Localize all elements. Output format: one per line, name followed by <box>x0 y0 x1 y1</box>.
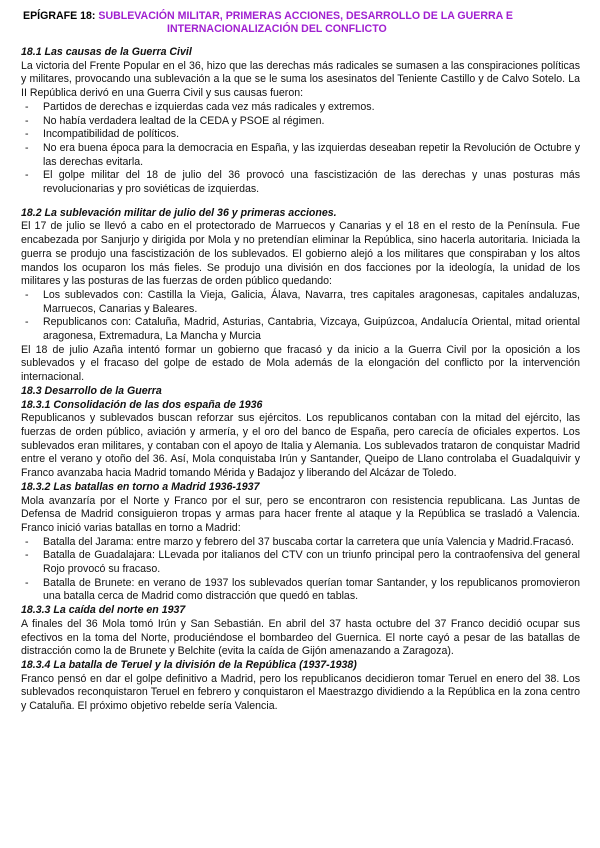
list-item: - El golpe militar del 18 de julio del 36 provocó una fascistización de las derechas y unas posturas más revolucionarias y pro soviéticas de izquierdas. <box>21 169 580 196</box>
section-18-3-1-heading: 18.3.1 Consolidación de las dos españa de 1936 <box>21 398 263 411</box>
section-18-2-heading: 18.2 La sublevación militar de julio del 36 y primeras acciones. <box>21 206 337 219</box>
section-18-2-factions-list <box>21 289 580 344</box>
section-18-3-2-text: Mola avanzaría por el Norte y Franco por el sur, pero se encontraron con resistencia republicana. Las Juntas de Defensa de Madrid consiguieron tropas y armas para hacer frente al ataque y la República se trasladó a Valencia. Franco inició varias batallas en torno a Madrid: <box>21 494 580 534</box>
section-18-3-3-heading: 18.3.3 La caída del norte en 1937 <box>21 604 186 617</box>
section-18-1-intro: La victoria del Frente Popular en el 36, hizo que las derechas más radicales se sumasen a las conspiraciones políticas y militares, provocando una sublevación a la que se le suma los asesinatos del Teniente Castillo y de Calvo Sotelo. La II República derivó en una Guerra Civil y sus causas fueron: <box>21 59 580 100</box>
list-item: - Batalla de Brunete: en verano de 1937 los sublevados querían tomar Santander, y los republicanos promovieron una batalla cerca de Madrid como distracción que quedó en tablas. <box>21 577 580 604</box>
section-18-1-heading: 18.1 Las causas de la Guerra Civil <box>21 46 192 58</box>
section-18-3-2-heading: 18.3.2 Las batallas en torno a Madrid 1936-1937 <box>21 480 260 493</box>
list-item: - Batalla del Jarama: entre marzo y febrero del 37 buscaba cortar la carretera que unía Valencia y Madrid.Fracasó. <box>21 536 580 550</box>
section-18-3-4-heading: 18.3.4 La batalla de Teruel y la división de la República (1937-1938) <box>21 658 357 671</box>
section-18-1-causes-list <box>21 101 580 197</box>
epigraph-title-part-2: INTERNACIONALIZACIÓN DEL CONFLICTO <box>167 23 387 35</box>
list-item: - No era buena época para la democracia en España, y las izquierdas deseaban repetir la Revolución de Octubre y las derechas evitarla. <box>21 142 580 169</box>
list-item: - Partidos de derechas e izquierdas cada vez más radicales y extremos. <box>21 101 580 115</box>
list-item: - Incompatibilidad de políticos. <box>21 128 580 142</box>
section-18-2-intro: El 17 de julio se llevó a cabo en el protectorado de Marruecos y Canarias y el 18 en el resto de la Península. Fue encabezada por Sanjurjo y dirigida por Mola y no pretendían eliminar la República, sino hacerla autoritaria. Iniciada la guerra se produjo una fascistización de los sublevados. El gobierno alejó a los militares que conspiraban y los altos mandos los ocuparon los más fieles. Se produjo una división en dos facciones por la ideología, la unidad de los militares y las posturas de las fuerzas de orden público quedando: <box>21 220 580 288</box>
list-item: - No había verdadera lealtad de la CEDA y PSOE al régimen. <box>21 115 580 129</box>
list-item: - Republicanos con: Cataluña, Madrid, Asturias, Cantabria, Vizcaya, Guipúzcoa, Andalucía Oriental, mitad oriental aragonesa, Extremadura, La Mancha y Murcia <box>21 316 580 343</box>
section-18-3-3-text: A finales del 36 Mola tomó Irún y San Sebastián. En abril del 37 hasta octubre del 37 Franco decidió ocupar sus efectivos en la toma del Norte, produciéndose el bombardeo del Guernica. El norte cayó a pesar de las batallas de distracción como la de Brunete y Belchite (evita la caída de Gijón amenazando a Zaragoza). <box>21 617 580 658</box>
epigraph-title-part-1: SUBLEVACIÓN MILITAR, PRIMERAS ACCIONES, DESARROLLO DE LA GUERRA E <box>98 10 513 22</box>
section-18-2-outro: El 18 de julio Azaña intentó formar un gobierno que fracasó y da inicio a la Guerra Civil por la oposición a los sublevados y el fracaso del golpe de estado de Mola además de la elongación del conflicto por la intervención internacional. <box>21 343 580 384</box>
epigraph-label: EPÍGRAFE 18: <box>23 10 96 22</box>
section-18-3-heading: 18.3 Desarrollo de la Guerra <box>21 384 162 397</box>
section-18-3-2-battles-list <box>21 536 580 605</box>
list-item: - Los sublevados con: Castilla la Vieja, Galicia, Álava, Navarra, tres capitales aragonesas, capitales andaluzas, Marruecos, Canarias y Baleares. <box>21 289 580 316</box>
section-18-3-1-text: Republicanos y sublevados buscan reforzar sus ejércitos. Los republicanos contaban con la mitad del ejército, las fuerzas de orden público, aviación y armería, y el oro del banco de España, pero carecía de oficiales expertos. Los sublevados eran militares, y contaban con el apoyo de Italia y Alemania. Los sublevados trataron de conquistar Madrid entre el verano y otoño del 36. Así, Mola conquistaba Irún y Santander, Queipo de Llano controlaba el Guadalquivir y Franco avanzaba hacia Madrid tomando Mérida y Badajoz y liberando del Alcázar de Toledo. <box>21 412 580 480</box>
section-18-3-4-text: Franco pensó en dar el golpe definitivo a Madrid, pero los republicanos decidieron tomar Teruel en enero del 38. Los sublevados reconquistaron Teruel en febrero y conquistaron el Maestrazgo dividiendo a la República en la zona centro y Cataluña. El próximo objetivo rebelde sería Valencia. <box>21 672 580 713</box>
document-title <box>21 10 580 36</box>
list-item: - Batalla de Guadalajara: LLevada por italianos del CTV con un triunfo principal pero la contraofensiva del general Rojo provocó su fracaso. <box>21 549 580 576</box>
section-spacer <box>21 197 580 207</box>
title-line-1 <box>23 10 580 23</box>
